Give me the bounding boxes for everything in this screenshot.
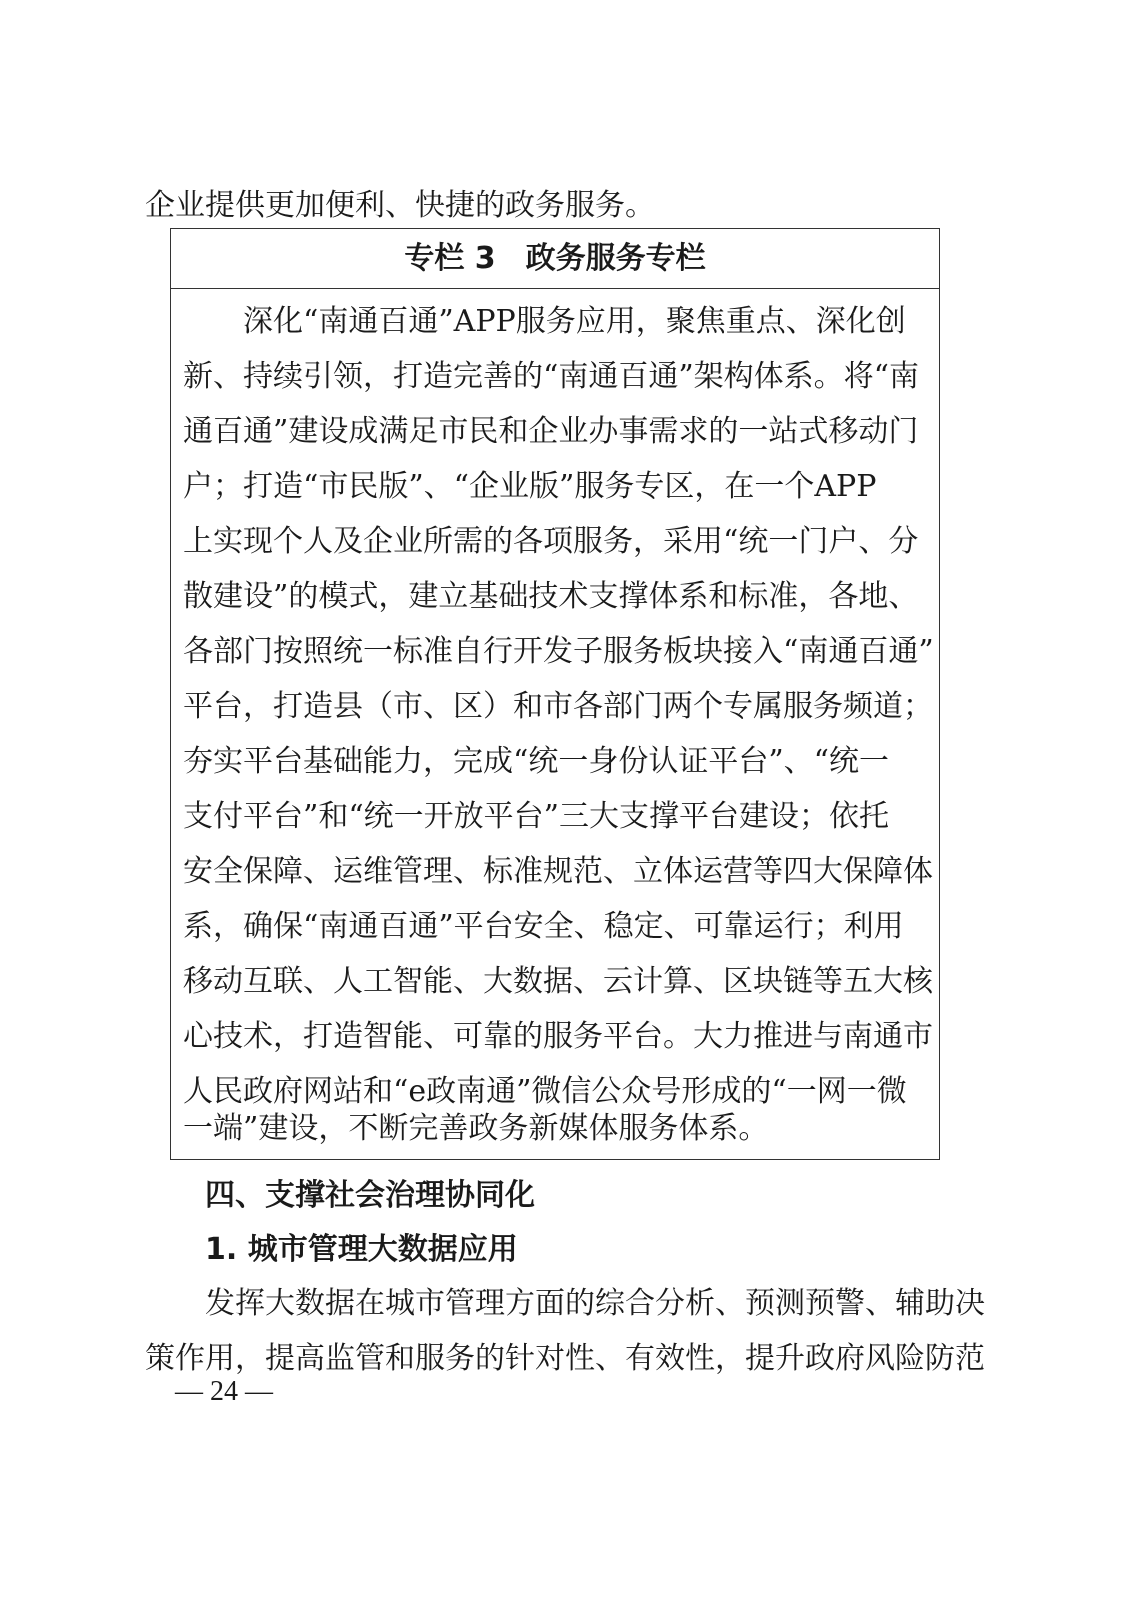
- column-box-line: 安全保障、运维管理、标准规范、立体运营等四大保障体: [183, 854, 933, 889]
- subsection-heading: 1. 城市管理大数据应用: [205, 1232, 518, 1267]
- column-box-line: 户；打造“市民版”、“企业版”服务专区，在一个APP: [183, 469, 877, 504]
- body-line: 发挥大数据在城市管理方面的综合分析、预测预警、辅助决: [145, 1286, 985, 1321]
- column-box-line: 平台，打造县（市、区）和市各部门两个专属服务频道；: [183, 689, 933, 724]
- column-box-line: 一端”建设，不断完善政务新媒体服务体系。: [183, 1111, 769, 1146]
- column-box-line: 心技术，打造智能、可靠的服务平台。大力推进与南通市: [183, 1019, 933, 1054]
- column-box-line: 上实现个人及企业所需的各项服务，采用“统一门户、分: [183, 524, 919, 559]
- intro-line: 企业提供更加便利、快捷的政务服务。: [145, 188, 655, 223]
- column-box-line: 各部门按照统一标准自行开发子服务板块接入“南通百通”: [183, 634, 934, 669]
- column-box: [170, 228, 940, 1160]
- column-box-line: 支付平台”和“统一开放平台”三大支撑平台建设；依托: [183, 799, 890, 834]
- column-box-title: 专栏 3 政务服务专栏: [171, 229, 939, 289]
- column-box-line: 通百通”建设成满足市民和企业办事需求的一站式移动门: [183, 414, 919, 449]
- column-box-line: 散建设”的模式，建立基础技术支撑体系和标准，各地、: [183, 579, 919, 614]
- body-line: 策作用，提高监管和服务的针对性、有效性，提升政府风险防范: [145, 1341, 985, 1376]
- column-box-line: 深化“南通百通”APP服务应用，聚焦重点、深化创: [183, 304, 906, 339]
- page-number: — 24 —: [175, 1376, 273, 1407]
- column-box-line: 移动互联、人工智能、大数据、云计算、区块链等五大核: [183, 964, 933, 999]
- column-box-line: 系，确保“南通百通”平台安全、稳定、可靠运行；利用: [183, 909, 904, 944]
- section-heading: 四、支撑社会治理协同化: [205, 1178, 535, 1213]
- column-box-line: 新、持续引领，打造完善的“南通百通”架构体系。将“南: [183, 359, 920, 394]
- column-box-line: 人民政府网站和“e政南通”微信公众号形成的“一网一微: [183, 1074, 907, 1109]
- column-box-line: 夯实平台基础能力，完成“统一身份认证平台”、“统一: [183, 744, 890, 779]
